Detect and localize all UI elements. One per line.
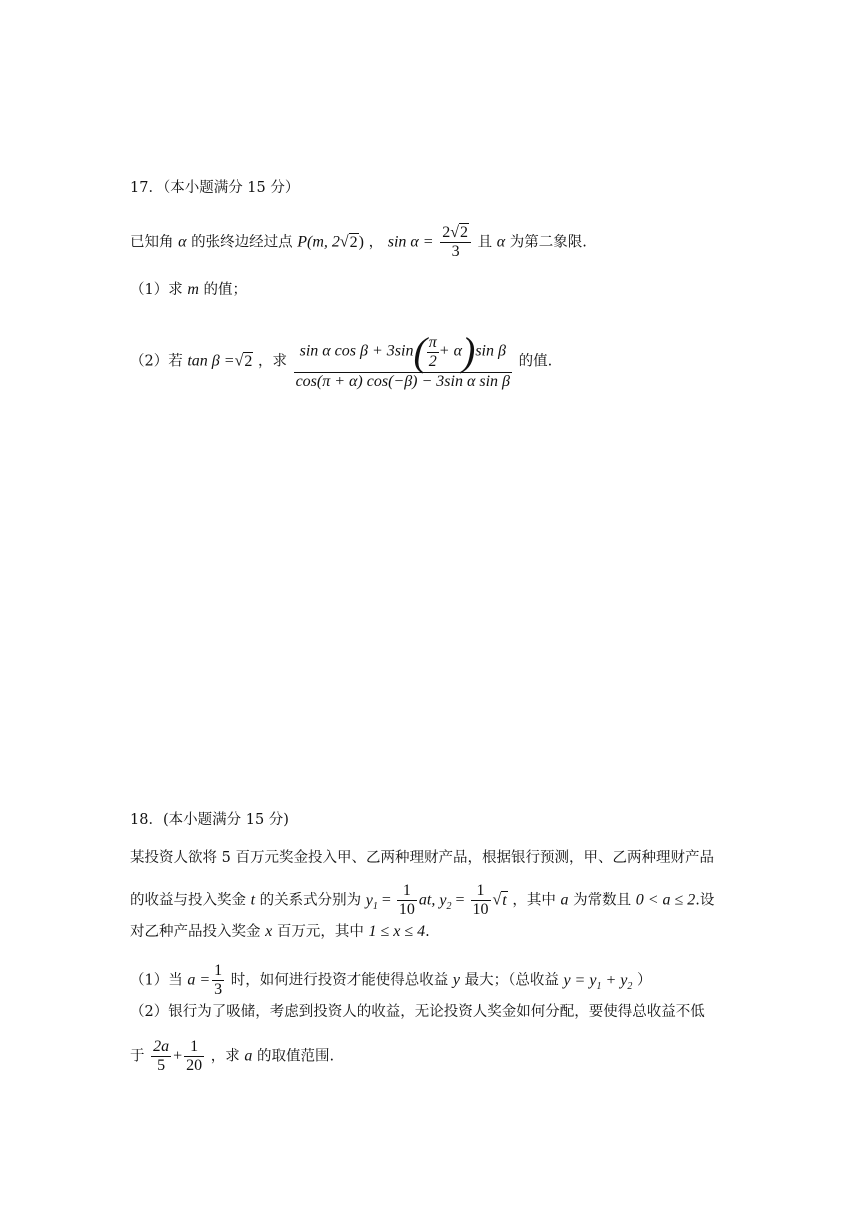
- alpha-symbol-2: α: [496, 233, 506, 251]
- q17-comma: ，: [368, 234, 384, 251]
- q17-stem-b: 的张终边经过点: [191, 234, 293, 251]
- var-m: m: [187, 281, 199, 298]
- var-y: y: [452, 971, 460, 989]
- q17-expression-denominator: cos(π + α) cos(−β) − 3sin α sin β: [295, 373, 511, 390]
- q17-part2: （2）若 tan β =√2 ，求 sin α cos β + 3sin( $\frac{\pi}{2}$ + α)sin β cos(π + α) cos(−β) − 3sin α sin β 的值.: [130, 329, 553, 390]
- q18-part1: （1）当 a = $\frac{1}{3}$ 时，如何进行投资才能使得总收益 y 最大；（总收益 $y = y_1 + y_2$ ）: [130, 962, 652, 998]
- point-p: P(m, 2: [297, 233, 340, 251]
- sin-alpha-fraction: $\frac{2√2}{3}$: [440, 224, 471, 261]
- point-close: ): [358, 233, 364, 251]
- q18-line3: 对乙种产品投入奖金 x 百万元，其中 1 ≤ x ≤ 4.: [130, 923, 430, 940]
- q18-part2-line1: （2）银行为了吸储，考虑到投资人的收益，无论投资人奖金如何分配，要使得总收益不低: [130, 1004, 705, 1020]
- cond-a: 0 < a ≤ 2: [635, 891, 696, 909]
- q18-part2-line2: 于 $\frac{2a}{5}$ + $\frac{1}{20}$ ，求 a 的取值范围.: [130, 1038, 335, 1074]
- var-t: t: [250, 891, 256, 909]
- frac-1-3: $\frac{1}{3}$: [214, 962, 223, 998]
- q18-line1: 某投资人欲将 5 百万元奖金投入甲、乙两种理财产品，根据银行预测，甲、乙两种理财产品: [130, 850, 714, 866]
- cond-x: 1 ≤ x ≤ 4: [368, 923, 426, 940]
- q18-header: 18．(本小题满分 15 分): [130, 812, 289, 828]
- q17-part1: （1）求 m 的值；: [130, 281, 248, 298]
- q17-stem-a: 已知角: [130, 234, 174, 251]
- q18-line2: 的收益与投入奖金 t 的关系式分别为 $y_1$ = $\frac{1}{10}$ at, $y_2$ = $\frac{1}{10}$ √t ，其中 a 为常数且 0 < a ≤ 2.设: [130, 882, 715, 918]
- q17-stem-d: 为第二象限.: [509, 234, 587, 251]
- tan-beta: tan β =: [187, 352, 235, 370]
- frac-1-10-a: $\frac{1}{10}$: [398, 882, 415, 918]
- q17-stem-c: 且: [477, 234, 493, 251]
- var-x: x: [265, 923, 273, 940]
- point-radicand: 2: [349, 233, 358, 251]
- q17-stem: 已知角 α 的张终边经过点 P(m, 2√2) ， sin α = $\frac{2√2}{3}$ 且 α 为第二象限.: [130, 224, 587, 260]
- q17-expression-fraction: sin α cos β + 3sin( $\frac{\pi}{2}$ + α)sin β cos(π + α) cos(−β) − 3sin α sin β: [295, 329, 511, 390]
- frac-2a-5: $\frac{2a}{5}$: [153, 1038, 170, 1074]
- var-a: a: [560, 891, 569, 909]
- frac-1-10-b: $\frac{1}{10}$: [472, 882, 489, 918]
- sin-alpha-lhs: sin α =: [387, 233, 434, 251]
- alpha-symbol: α: [178, 233, 187, 251]
- frac-1-20: $\frac{1}{20}$: [186, 1038, 203, 1074]
- q17-header: 17．（本小题满分 15 分）: [130, 180, 300, 196]
- var-a-2: a: [244, 1047, 253, 1065]
